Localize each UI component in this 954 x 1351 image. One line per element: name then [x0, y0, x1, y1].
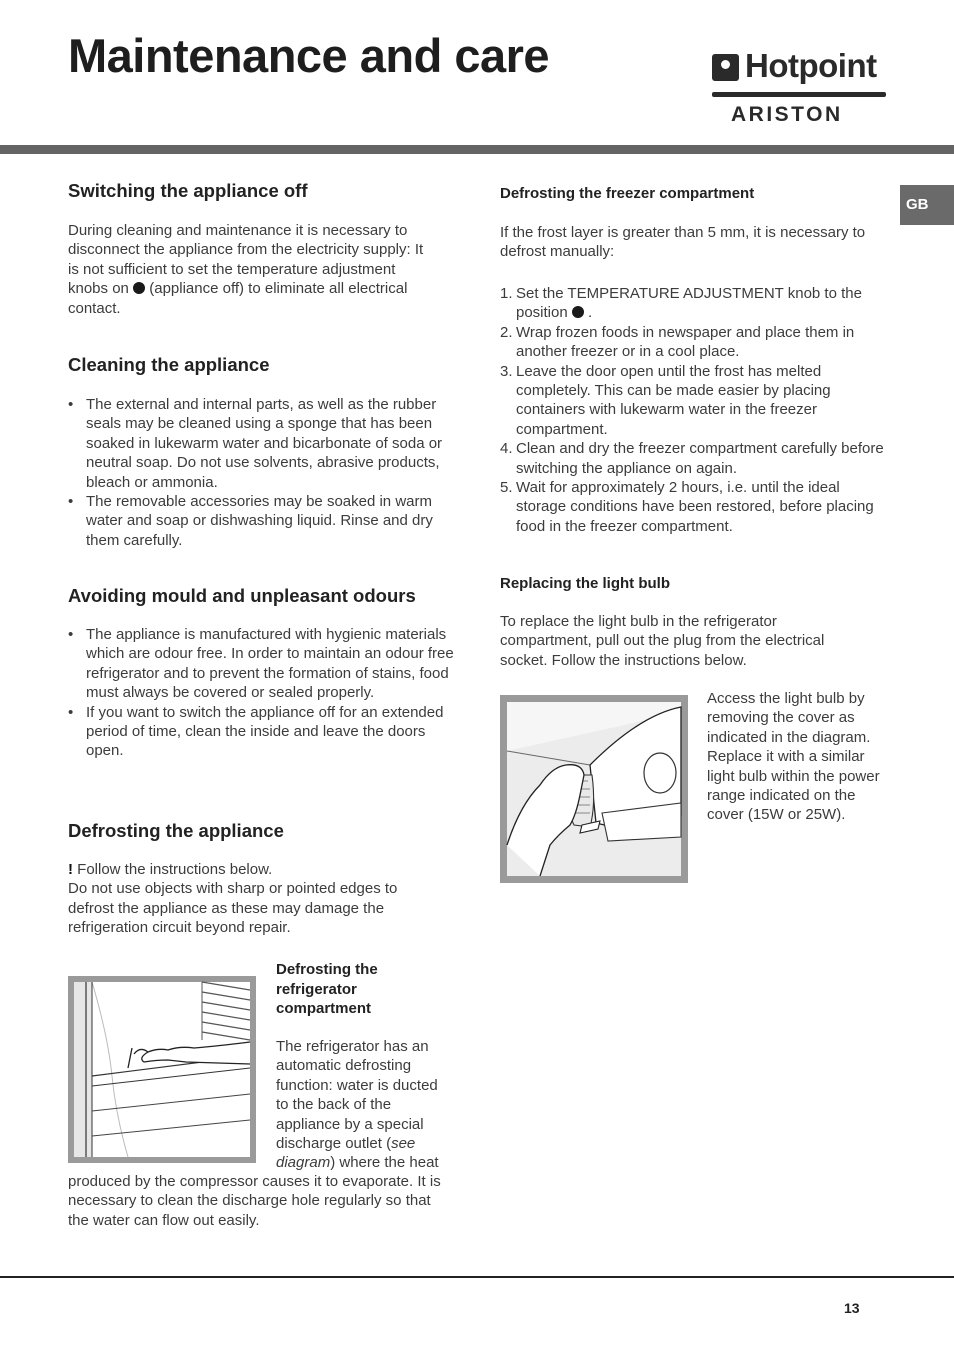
page-number: 13: [844, 1300, 860, 1316]
list-item: • The removable accessories may be soaked in warm water and soap or dishwashing liquid. Rinse and dry them carefully.: [68, 492, 454, 550]
list-item: • If you want to switch the appliance off for an extended period of time, clean the inside and leave the doors open.: [68, 703, 454, 761]
logo-bar: [712, 92, 886, 97]
light-bulb-intro: To replace the light bulb in the refrigerator compartment, pull out the plug from the electrical socket. Follow the instructions below.: [500, 613, 825, 669]
list-item: • The appliance is manufactured with hygienic materials which are odour free. In order to maintain an odour free refrigerator and to prevent the formation of stains, food must always be covered or sealed properly.: [68, 625, 454, 703]
freezer-defrost-heading: Defrosting the freezer compartment: [500, 185, 755, 202]
list-item: • The external and internal parts, as well as the rubber seals may be cleaned using a sponge that has been soaked in lukewarm water and bicarbonate of soda or neutral soap. Do not use solvents, abrasive products, bleach or ammonia.: [68, 395, 454, 492]
warning-mark: !: [68, 861, 73, 878]
header-rule: [0, 145, 954, 154]
mould-list: [68, 625, 454, 761]
logo-brand: Hotpoint: [745, 47, 877, 84]
list-item: 5. Wait for approximately 2 hours, i.e. until the ideal storage conditions have been restored, before placing food in the freezer compartment.: [500, 479, 874, 535]
list-item: 1. Set the TEMPERATURE ADJUSTMENT knob to the position .: [500, 285, 862, 322]
freezer-defrost-steps: [500, 284, 886, 536]
mould-heading: Avoiding mould and unpleasant odours: [68, 585, 416, 606]
off-position-icon: [572, 306, 584, 318]
language-tab: GB: [900, 185, 954, 225]
list-item: 3. Leave the door open until the frost has melted completely. This can be made easier by placing containers with lukewarm water in the freezer compartment.: [500, 362, 831, 438]
freezer-defrost-intro: If the frost layer is greater than 5 mm, it is necessary to defrost manually:: [500, 224, 866, 261]
fridge-defrost-heading: Defrosting the refrigerator compartment: [276, 961, 378, 1017]
defrosting-heading: Defrosting the appliance: [68, 820, 284, 841]
switching-off-text: During cleaning and maintenance it is necessary to disconnect the appliance from the electricity supply: It is not sufficient to set the temperature adjustment knobs on (appliance off) to eliminate all electrical contact.: [68, 222, 424, 317]
hotpoint-ariston-logo: [712, 47, 888, 127]
defrosting-text: ! Follow the instructions below. Do not use objects with sharp or pointed edges to defrost the appliance as these may damage the refrigeration circuit beyond repair.: [68, 861, 398, 937]
fridge-defrost-text: The refrigerator has an automatic defrosting function: water is ducted to the back of the appliance by a special discharge outlet (see diagram) where the heat: [276, 1038, 439, 1172]
logo-mark-icon: [712, 54, 739, 81]
off-position-icon: [133, 282, 145, 294]
page-title: Maintenance and care: [68, 29, 550, 82]
cleaning-list: [68, 395, 454, 550]
light-bulb-caption: Access the light bulb by removing the cover as indicated in the diagram. Replace it with a similar light bulb within the power range indicated on the cover (15W or 25W).: [707, 690, 880, 824]
light-bulb-heading: Replacing the light bulb: [500, 575, 670, 592]
fridge-defrost-text-cont: produced by the compressor causes it to evaporate. It is necessary to clean the discharge hole regularly so that the water can flow out easily.: [68, 1173, 441, 1229]
footer-rule: [0, 1276, 954, 1278]
logo-sub: ARISTON: [731, 103, 843, 126]
list-item: 2. Wrap frozen foods in newspaper and place them in another freezer or in a cool place.: [500, 323, 855, 361]
light-bulb-diagram: [500, 695, 688, 883]
cleaning-heading: Cleaning the appliance: [68, 354, 270, 375]
refrigerator-defrost-diagram: [68, 976, 256, 1163]
switching-off-heading: Switching the appliance off: [68, 180, 308, 201]
list-item: 4. Clean and dry the freezer compartment carefully before switching the appliance on again.: [500, 440, 884, 477]
